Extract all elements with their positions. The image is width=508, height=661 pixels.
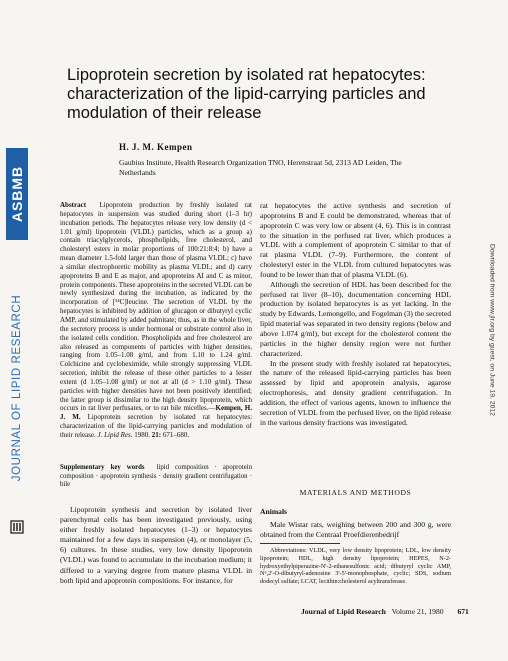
page-number: 671 — [457, 607, 469, 616]
animals-paragraph: Male Wistar rats, weighing between 200 and 300 g, were obtained from the Centraal Proefdierenbedrijf — [260, 520, 451, 539]
author-name: H. J. M. Kempen — [119, 142, 193, 152]
animals-heading: Animals — [260, 507, 288, 516]
introduction-left — [60, 505, 252, 586]
author-affiliation: Gaubius Institute, Health Research Organization TNO, Herenstraat 5d, 2313 AD Leiden, The Netherlands — [119, 158, 402, 177]
citation-volume: 21: — [151, 430, 162, 439]
footnote-divider — [260, 543, 340, 544]
footer-journal: Journal of Lipid Research — [301, 607, 386, 616]
keywords-label: Supplementary key words — [60, 464, 145, 471]
download-notice: Downloaded from www.jlr.org by guest, on June 19, 2012 — [488, 244, 496, 416]
methods-heading: MATERIALS AND METHODS — [299, 488, 412, 497]
keywords-text: lipid composition · apoprotein composition · apoprotein synthesis · density gradient centrifugation · bile — [60, 464, 252, 489]
citation-journal: J. Lipid Res. — [97, 430, 133, 439]
abbreviations-footnote — [260, 547, 451, 586]
intro-paragraph-present-study: In the present study with freshly isolated rat hepatocytes, the nature of the released lipid-carrying particles has been assessed by lipid and apoprotein analysis, agarose electrophoresis, and density gradient centrifugation. In addition, the effect of various agents, known to influence the secretion of VLDL from the perfused liver, on the lipid release in the various density fractions was investigated. — [260, 358, 451, 427]
journal-sidebar — [0, 0, 38, 661]
jlr-logo-icon — [10, 520, 24, 534]
intro-paragraph: Lipoprotein synthesis and secretion by isolated liver parenchymal cells has been investigated previously, using either freshly isolated hepatocytes (1–3) or hepatocytes maintained for a few days in suspension (4), or monolayer (5, 6) cultures. In these studies, very low density lipoprotein (VLDL) was found to accumulate in the incubation medium; it differed to a varying degree from mature plasma VLDL in both lipid and apoprotein compositions. For instance, for — [60, 505, 252, 585]
abbreviations-text: Abbreviations: VLDL, very low density lipoprotein; LDL, low density lipoprotein; HDL, high density lipoprotein; HEPES, N-2-hydroxyethylpiperazine-N'-2-ethanesulfonic acid; dibutyryl cyclic AMP, N⁶,2'-O-dibutyryl-adenosine 3'-5'-monophosphate, cyclic; SDS, sodium dodecyl sulfate; LCAT, lecithin:cholesterol acyltransferase. — [260, 547, 451, 586]
citation-author: Kempen, H. J. M. — [60, 404, 253, 422]
footer-volume: Volume 21, 1980 — [391, 607, 444, 616]
abstract-text: Lipoprotein production by freshly isolated rat hepatocytes in suspension was studied during short (1–3 hr) incubation periods. The hepatocytes release very low density (d < 1.01 g/ml) lipoprotein (VLDL) particles, which as a group a) contain triacylglycerols, phospholipids, free cholesterol, and cholesteryl esters in molar proportions of 100:21:8:4; b) have a mean diameter 1.5-fold larger than those of plasma VLDL; c) have a similar electrophoretic mobility as plasma VLDL; and d) carry apoproteins B and E as major, and apoproteins AI and C as minor, protein components. These apoproteins in the secreted VLDL can be newly synthesized during the incubation, as indicated by the incorporation of [¹⁴C]leucine. The secretion of VLDL by the hepatocytes is inhibited by addition of glucagon or dibutyryl cyclic AMP, and stimulated by added palmitate; thus, as in the whole liver, the secretory process is under hormonal or substrate control also in the isolated cells condition. Phospholipids and free cholesterol are also released as components of particles with higher densities, ranging from 1.05–1.08 g/ml, and from 1.10 to 1.24 g/ml. Colchicine and cycloheximide, while strongly suppressing VLDL secretion, inhibit the release of these other particles to a lesser extent (d 1.05–1.08 g/ml) or not at all (d > 1.10 g/ml). These particles with higher densities have not been positively identified; the latter group is dissimilar to the high density lipoprotein, which occurs in rat liver perfusates, or to rat bile micelles.— — [60, 201, 252, 413]
journal-name-vertical: JOURNAL OF LIPID RESEARCH — [11, 294, 23, 482]
animals-text — [260, 520, 451, 540]
article-title: Lipoprotein secretion by isolated rat hepatocytes: characterization of the lipid-carrying particles and modulation of their release — [67, 66, 426, 122]
abstract — [60, 201, 252, 440]
supplementary-keywords — [60, 464, 252, 490]
page-footer — [301, 607, 469, 616]
citation-pages: 671–680. — [162, 430, 190, 439]
asbmb-logo-text: ASBMB — [9, 165, 25, 223]
right-column-body — [260, 201, 451, 427]
intro-paragraph-continued: rat hepatocytes the active synthesis and secretion of apoproteins B and E could be demonstrated, whereas that of apoprotein C was very low or absent (4, 6). This is in contrast to the situation in the perfused rat liver, which produces a VLDL with a complement of apoprotein C similar to that of rat plasma VLDL (7–9). Furthermore, the content of cholesteryl ester in the VLDL from cultured hepatocytes was found to be lower than that of plasma VLDL (6). — [260, 201, 451, 279]
citation-year: 1980. — [134, 430, 151, 439]
abstract-label: Abstract — [60, 201, 87, 209]
intro-paragraph-hdl: Although the secretion of HDL has been described for the perfused rat liver (8–10), documentation concerning HDL production by isolated hepatocytes is as yet lacking. In the study by Edwards, Lemongello, and Fogelman (3) the secreted lipid material was separated in two density regions (below and above 1.074 g/ml), but except for the cholesterol content the particles in the higher density region were not further characterized. — [260, 279, 451, 358]
citation-title: Lipoprotein secretion by isolated rat hepatocytes: characterization of the lipid-carrying particles and modulation of their release. — [60, 413, 253, 439]
